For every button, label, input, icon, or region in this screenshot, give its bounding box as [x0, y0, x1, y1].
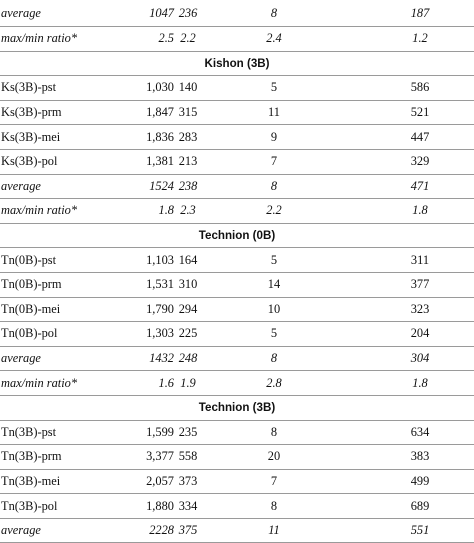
cell-value: 315 — [178, 105, 198, 120]
table-row — [0, 125, 474, 150]
cell-value: 1.8 — [158, 203, 174, 218]
cell-value: 140 — [178, 80, 198, 95]
row-label: max/min ratio* — [1, 375, 78, 390]
cell-value: 11 — [268, 105, 280, 120]
cell-value: 1,599 — [146, 424, 174, 439]
cell-value: 204 — [410, 326, 430, 341]
cell-value: 8 — [270, 5, 278, 20]
summary-row — [0, 199, 474, 224]
cell-value: 187 — [410, 5, 430, 20]
summary-row — [0, 27, 474, 52]
row-label: average — [1, 5, 41, 20]
cell-value: 14 — [267, 277, 281, 292]
cell-value: 7 — [270, 154, 278, 169]
row-label: Ks(3B)-prm — [1, 105, 62, 120]
cell-value: 5 — [270, 80, 278, 95]
table-row — [0, 445, 474, 470]
row-label: max/min ratio* — [1, 203, 78, 218]
cell-value: 1,103 — [146, 252, 174, 267]
cell-value: 225 — [178, 326, 198, 341]
cell-value: 334 — [178, 498, 198, 513]
cell-value: 1,790 — [146, 301, 174, 316]
summary-row — [0, 519, 474, 543]
row-label: Tn(3B)-pst — [1, 424, 57, 439]
cell-value: 1,303 — [146, 326, 174, 341]
cell-value: 2.5 — [158, 31, 174, 46]
row-label: Tn(3B)-pol — [1, 498, 58, 513]
group-header-row — [0, 224, 474, 249]
row-label: Ks(3B)-pol — [1, 154, 58, 169]
row-label: average — [1, 523, 41, 538]
cell-value: 1432 — [149, 351, 174, 366]
summary-row — [0, 175, 474, 200]
cell-value: 521 — [410, 105, 430, 120]
cell-value: 5 — [270, 326, 278, 341]
cell-value: 238 — [178, 178, 198, 193]
cell-value: 1,381 — [146, 154, 174, 169]
cell-value: 1524 — [149, 178, 174, 193]
cell-value: 2.3 — [180, 203, 196, 218]
row-label: Tn(0B)-mei — [1, 301, 61, 316]
cell-value: 2.2 — [266, 203, 282, 218]
group-title: Kishon (3B) — [204, 56, 270, 70]
cell-value: 499 — [410, 473, 430, 488]
cell-value: 373 — [178, 473, 198, 488]
cell-value: 7 — [270, 473, 278, 488]
cell-value: 377 — [410, 277, 430, 292]
summary-row — [0, 0, 474, 27]
table-row — [0, 101, 474, 126]
cell-value: 1.8 — [412, 203, 428, 218]
cell-value: 304 — [410, 351, 430, 366]
cell-value: 235 — [178, 424, 198, 439]
cell-value: 283 — [178, 129, 198, 144]
cell-value: 551 — [410, 523, 430, 538]
cell-value: 8 — [270, 424, 278, 439]
row-label: Tn(0B)-pol — [1, 326, 58, 341]
cell-value: 383 — [410, 449, 430, 464]
cell-value: 9 — [270, 129, 278, 144]
cell-value: 2.4 — [266, 31, 282, 46]
table-row — [0, 273, 474, 298]
cell-value: 1.8 — [412, 375, 428, 390]
table-row — [0, 322, 474, 347]
cell-value: 586 — [410, 80, 430, 95]
cell-value: 1,531 — [146, 277, 174, 292]
cell-value: 375 — [178, 523, 198, 538]
cell-value: 1047 — [149, 5, 174, 20]
table-row — [0, 421, 474, 446]
group-header-row — [0, 396, 474, 421]
cell-value: 2228 — [149, 523, 174, 538]
cell-value: 689 — [410, 498, 430, 513]
cell-value: 248 — [178, 351, 198, 366]
cell-value: 20 — [267, 449, 281, 464]
cell-value: 1,030 — [146, 80, 174, 95]
row-label: Tn(0B)-prm — [1, 277, 62, 292]
table-row — [0, 494, 474, 519]
cell-value: 311 — [410, 252, 430, 267]
cell-value: 1,880 — [146, 498, 174, 513]
row-label: Tn(0B)-pst — [1, 252, 57, 267]
cell-value: 5 — [270, 252, 278, 267]
cell-value: 323 — [410, 301, 430, 316]
row-label: Ks(3B)-pst — [1, 80, 57, 95]
table-row — [0, 298, 474, 323]
cell-value: 164 — [178, 252, 198, 267]
group-title: Technion (0B) — [198, 229, 276, 243]
cell-value: 10 — [267, 301, 281, 316]
cell-value: 11 — [268, 523, 280, 538]
cell-value: 447 — [410, 129, 430, 144]
group-header-row — [0, 52, 474, 77]
row-label: max/min ratio* — [1, 31, 78, 46]
cell-value: 1.2 — [412, 31, 428, 46]
cell-value: 1.6 — [158, 375, 174, 390]
cell-value: 2.8 — [266, 375, 282, 390]
group-title: Technion (3B) — [198, 401, 276, 415]
row-label: Tn(3B)-prm — [1, 449, 62, 464]
table-row — [0, 150, 474, 175]
row-label: average — [1, 178, 41, 193]
cell-value: 471 — [410, 178, 430, 193]
cell-value: 329 — [410, 154, 430, 169]
cell-value: 1,847 — [146, 105, 174, 120]
cell-value: 310 — [178, 277, 198, 292]
summary-row — [0, 371, 474, 396]
cell-value: 294 — [178, 301, 198, 316]
cell-value: 1.9 — [180, 375, 196, 390]
cell-value: 3,377 — [146, 449, 174, 464]
row-label: Tn(3B)-mei — [1, 473, 61, 488]
cell-value: 634 — [410, 424, 430, 439]
cell-value: 8 — [270, 351, 278, 366]
table-row — [0, 248, 474, 273]
table-row — [0, 470, 474, 495]
cell-value: 2,057 — [146, 473, 174, 488]
cell-value: 8 — [270, 178, 278, 193]
row-label: Ks(3B)-mei — [1, 129, 61, 144]
cell-value: 558 — [178, 449, 198, 464]
cell-value: 236 — [178, 5, 198, 20]
cell-value: 213 — [178, 154, 198, 169]
summary-row — [0, 347, 474, 372]
table-row — [0, 76, 474, 101]
cell-value: 2.2 — [180, 31, 196, 46]
row-label: average — [1, 351, 41, 366]
cell-value: 1,836 — [146, 129, 174, 144]
cell-value: 8 — [270, 498, 278, 513]
